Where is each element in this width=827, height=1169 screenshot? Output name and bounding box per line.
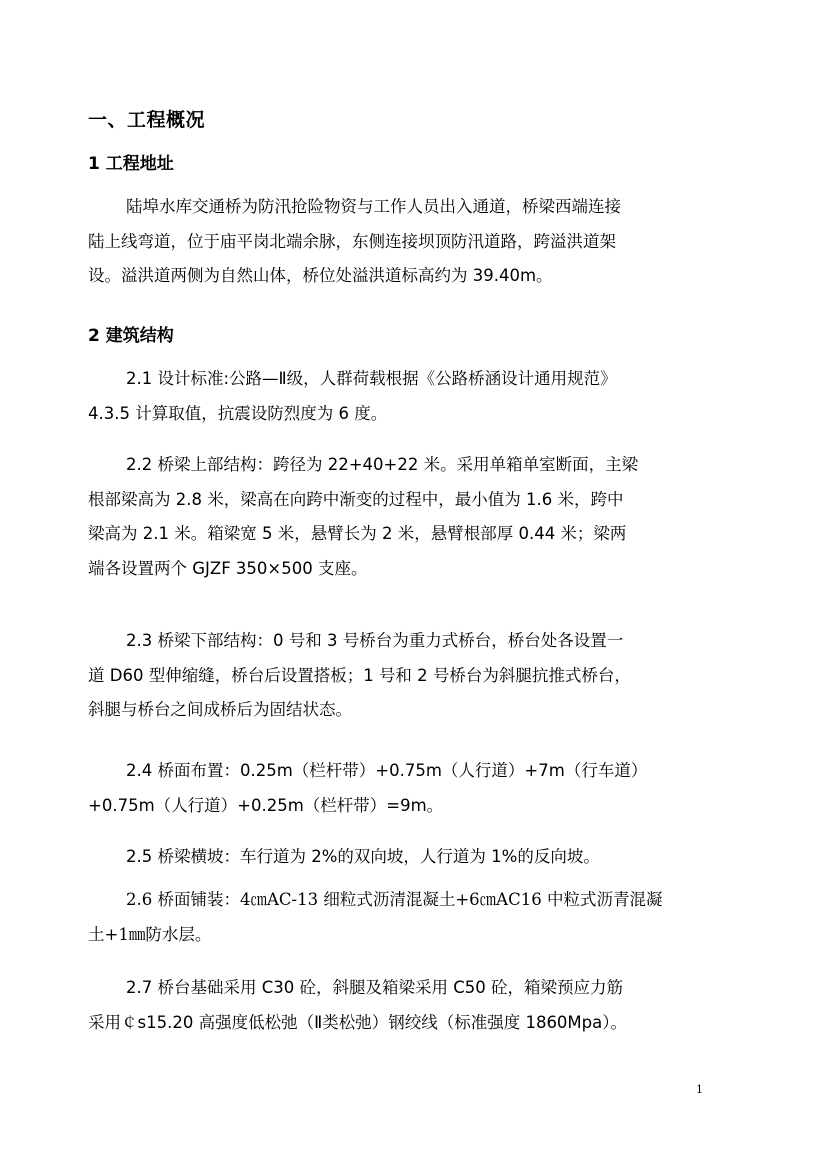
paragraph-2-7 xyxy=(88,971,715,1040)
text-line: 道 D60 型伸缩缝，桥台后设置搭板；1 号和 2 号桥台为斜腿抗推式桥台， xyxy=(88,665,631,685)
text-line: 采用￠s15.20 高强度低松弛（Ⅱ类松弛）钢绞线（标准强度 1860Mpa）。 xyxy=(88,1012,628,1032)
text-line: 梁高为 2.1 米。箱梁宽 5 米，悬臂长为 2 米，悬臂根部厚 0.44 米；梁两 xyxy=(88,524,627,544)
paragraph-2-3 xyxy=(88,624,715,728)
text-line: +0.75m（人行道）+0.25m（栏杆带）=9m。 xyxy=(88,795,444,815)
text-line: 斜腿与桥台之间成桥后为固结状态。 xyxy=(88,700,352,720)
text-line: 2.7 桥台基础采用 C30 砼，斜腿及箱梁采用 C50 砼，箱梁预应力筋 xyxy=(126,978,623,997)
section-title-address: 1 工程地址 xyxy=(88,154,174,174)
page-number-text: 1 xyxy=(696,1083,703,1096)
text-line: 2.4 桥面布置：0.25m（栏杆带）+0.75m（人行道）+7m（行车道） xyxy=(126,761,648,780)
text-line: 土+1㎜防水层。 xyxy=(88,924,212,944)
paragraph-2-2 xyxy=(88,448,715,586)
text-line: 根部梁高为 2.8 米，梁高在向跨中渐变的过程中，最小值为 1.6 米，跨中 xyxy=(88,489,624,509)
text-line: 2.1 设计标准:公路—Ⅱ级，人群荷载根据《公路桥涵设计通用规范》 xyxy=(126,369,617,388)
text-line: 4.3.5 计算取值，抗震设防烈度为 6 度。 xyxy=(88,403,388,423)
paragraph-2-4 xyxy=(88,754,715,823)
paragraph-2-6 xyxy=(88,883,715,952)
text-line: 端各设置两个 GJZF 350×500 支座。 xyxy=(88,558,368,578)
text-line: 陆上线弯道，位于庙平岗北端余脉，东侧连接坝顶防汛道路，跨溢洪道架 xyxy=(88,231,616,251)
text-line: 设。溢洪道两侧为自然山体，桥位处溢洪道标高约为 39.40m。 xyxy=(88,266,553,286)
paragraph-2-5 xyxy=(88,840,715,875)
chapter-heading: 一、工程概况 xyxy=(88,109,206,131)
section-title-structure: 2 建筑结构 xyxy=(88,326,174,346)
page-number xyxy=(0,1083,827,1096)
text-line: 2.5 桥梁横坡：车行道为 2%的双向坡，人行道为 1%的反向坡。 xyxy=(126,847,600,866)
text-line: 2.3 桥梁下部结构：0 号和 3 号桥台为重力式桥台，桥台处各设置一 xyxy=(126,631,624,650)
text-line: 陆埠水库交通桥为防汛抢险物资与工作人员出入通道，桥梁西端连接 xyxy=(126,197,621,216)
paragraph-address xyxy=(88,190,715,294)
paragraph-2-1 xyxy=(88,362,715,431)
text-line: 2.2 桥梁上部结构：跨径为 22+40+22 米。采用单箱单室断面，主梁 xyxy=(126,455,639,474)
text-line: 2.6 桥面铺装：4㎝AC-13 细粒式沥清混凝土+6㎝AC16 中粒式沥青混凝 xyxy=(126,890,663,909)
